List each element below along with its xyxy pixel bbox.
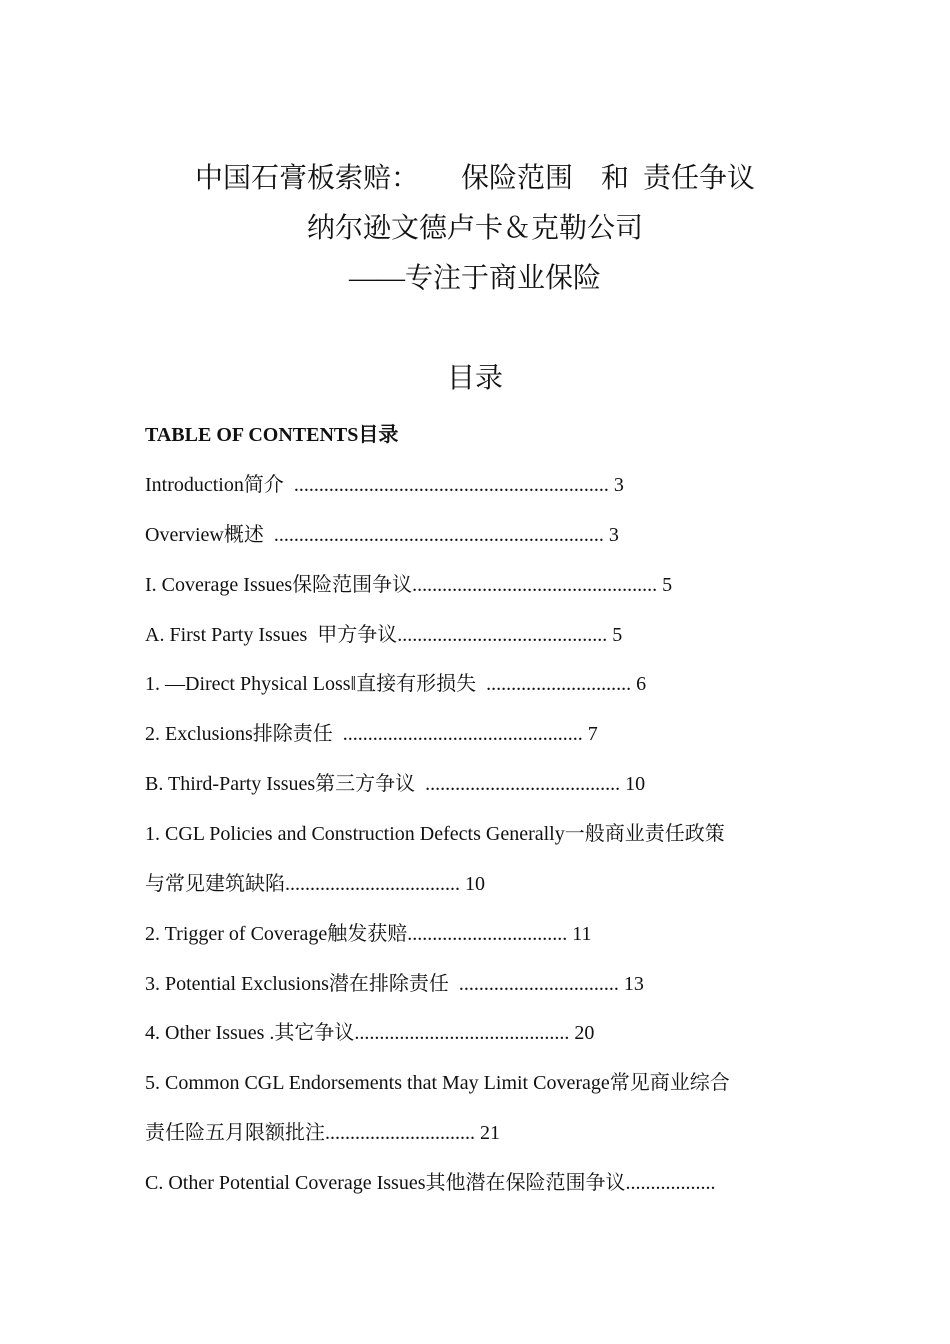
toc-entry: 3. Potential Exclusions潜在排除责任 ................................ 13 xyxy=(145,973,644,995)
document-title-line-1: 中国石膏板索赔： 保险范围 和 责任争议 xyxy=(194,163,755,194)
toc-entry: 5. Common CGL Endorsements that May Limit Coverage常见商业综合 xyxy=(145,1072,730,1094)
toc-entry: 1. CGL Policies and Construction Defects Generally一般商业责任政策 xyxy=(145,823,725,845)
toc-heading: 目录 xyxy=(446,363,503,394)
toc-entry: A. First Party Issues 甲方争议.......................................... 5 xyxy=(145,624,623,646)
toc-entry: I. Coverage Issues保险范围争议................................................. 5 xyxy=(145,574,673,596)
toc-entry: 4. Other Issues .其它争议........................................... 20 xyxy=(145,1022,595,1044)
document-title-line-2: 纳尔逊文德卢卡＆克勒公司 xyxy=(306,213,643,244)
toc-entry: Overview概述 .................................................................. 3 xyxy=(145,524,619,546)
toc-entry-continuation: 责任险五月限额批注.............................. 21 xyxy=(145,1122,500,1144)
toc-entry: Introduction简介 ............................................................... 3 xyxy=(145,474,624,496)
toc-entry: B. Third-Party Issues第三方争议 ....................................... 10 xyxy=(145,773,646,795)
toc-entry: 1. ―Direct Physical Loss‖直接有形损失 ............................. 6 xyxy=(145,673,647,695)
toc-header: TABLE OF CONTENTS目录 xyxy=(145,424,399,446)
toc-entry: 2. Trigger of Coverage触发获赔................................ 11 xyxy=(145,923,592,945)
toc-entry: 2. Exclusions排除责任 ................................................ 7 xyxy=(145,723,598,745)
document-title-line-3: ——专注于商业保险 xyxy=(348,263,601,294)
toc-entry-continuation: 与常见建筑缺陷................................... 10 xyxy=(145,873,485,895)
toc-entry: C. Other Potential Coverage Issues其他潜在保险范围争议.................. xyxy=(145,1172,716,1194)
